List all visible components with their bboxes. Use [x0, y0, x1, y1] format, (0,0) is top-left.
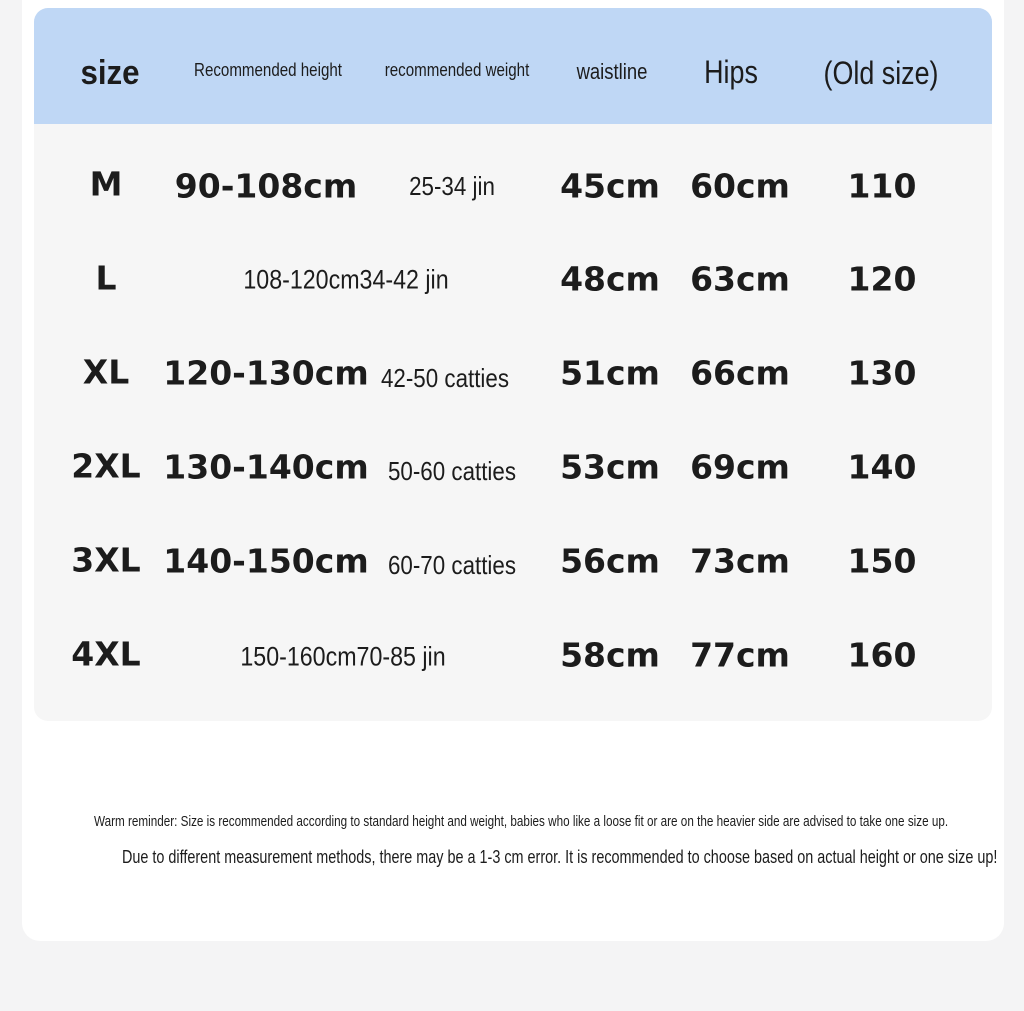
row-3xl-weight: 60-70 catties: [387, 550, 517, 580]
row-2xl-waist: 53cm: [560, 447, 660, 487]
header-recommended-weight: recommended weight: [384, 60, 530, 80]
row-l-size: L: [95, 258, 117, 298]
header-recommended-height: Recommended height: [194, 60, 342, 80]
row-2xl-old-size: 140: [847, 447, 917, 487]
row-m-size: M: [89, 164, 123, 204]
row-m-weight: 25-34 jin: [409, 171, 495, 201]
measurement-error-note: Due to different measurement methods, there may be a 1-3 cm error. It is recommended to choose based on actual height or one size up!: [122, 847, 998, 867]
row-3xl-height: 140-150cm: [163, 541, 369, 581]
row-3xl-size: 3XL: [71, 540, 141, 580]
warm-reminder-note: Warm reminder: Size is recommended according to standard height and weight, babies who like a loose fit or are on the heavier side are advised to take one size up.: [94, 813, 949, 830]
row-4xl-old-size: 160: [847, 635, 917, 675]
row-2xl-weight: 50-60 catties: [387, 456, 517, 486]
row-2xl-hips: 69cm: [690, 447, 790, 487]
row-m-height: 90-108cm: [174, 166, 358, 206]
header-waistline: waistline: [576, 59, 648, 84]
size-table: [34, 8, 992, 721]
row-4xl-hips: 77cm: [690, 635, 790, 675]
row-l-hips: 63cm: [690, 259, 790, 299]
row-m-old-size: 110: [847, 166, 917, 206]
header-hips: Hips: [704, 54, 758, 90]
header-old-size: (Old size): [823, 55, 939, 91]
row-xl-hips: 66cm: [690, 353, 790, 393]
row-m-hips: 60cm: [690, 166, 790, 206]
row-4xl-waist: 58cm: [560, 635, 660, 675]
row-2xl-height: 130-140cm: [163, 447, 369, 487]
row-xl-size: XL: [82, 352, 130, 392]
header-size: size: [80, 54, 140, 92]
row-3xl-waist: 56cm: [560, 541, 660, 581]
row-4xl-height-weight: 150-160cm70-85 jin: [240, 641, 446, 672]
row-xl-waist: 51cm: [560, 353, 660, 393]
row-3xl-hips: 73cm: [690, 541, 790, 581]
row-xl-height: 120-130cm: [163, 353, 369, 393]
row-m-waist: 45cm: [560, 166, 660, 206]
row-2xl-size: 2XL: [71, 446, 141, 486]
row-l-height-weight: 108-120cm34-42 jin: [243, 264, 449, 295]
row-3xl-old-size: 150: [847, 541, 917, 581]
row-4xl-size: 4XL: [71, 634, 141, 674]
row-l-old-size: 120: [847, 259, 917, 299]
row-l-waist: 48cm: [560, 259, 660, 299]
row-xl-old-size: 130: [847, 353, 917, 393]
row-xl-weight: 42-50 catties: [380, 363, 510, 393]
